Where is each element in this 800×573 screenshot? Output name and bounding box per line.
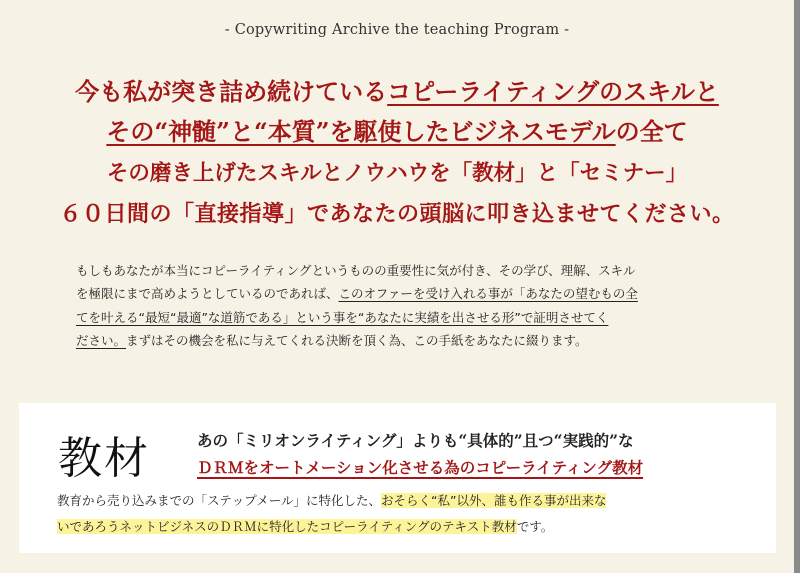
headline-line-2-underlined: その“神髄”と“本質”を駆使したビジネスモデル <box>106 117 616 146</box>
headline-line-1-underlined: コピーライティングのスキルと <box>387 77 719 106</box>
headline-line-1 <box>0 72 794 107</box>
kyozai-card <box>19 403 776 553</box>
kyozai-description-line-2 <box>57 514 757 540</box>
kyozai-subtitle: ＤＲＭをオートメーション化させる為のコピーライティング教材 <box>197 458 644 477</box>
kyozai-description-line-1-plain: 教育から売り込みまでの「ステップメール」に特化した、 <box>57 493 382 508</box>
intro-line-3: てを叶える“最短“最適”な道筋である」という事を“あなたに実績を出させる形”で証明させてく <box>76 309 609 325</box>
kyozai-tagline: あの「ミリオンライティング」よりも“具体的”且つ“実践的”な <box>197 431 634 450</box>
program-subtitle: - Copywriting Archive the teaching Program - <box>224 22 570 38</box>
intro-line-4 <box>76 329 716 352</box>
kyozai-description-line-1 <box>57 488 757 514</box>
kyozai-description <box>57 488 757 540</box>
intro-line-1: もしもあなたが本当にコピーライティングというものの重要性に気が付き、その学び、理解、スキル <box>76 263 636 278</box>
intro-paragraph <box>76 259 716 352</box>
kyozai-description-line-1-highlight: おそらく“私”以外、誰も作る事が出来な <box>381 493 607 508</box>
intro-line-2-plain: を極限にまで高めようとしているのであれば、 <box>76 286 339 302</box>
intro-line-4-plain: まずはその機会を私に与えてくれる決断を頂く為、この手紙をあなたに綴ります。 <box>126 332 588 348</box>
headline-line-2-plain: の全て <box>615 117 688 146</box>
kyozai-description-line-2-highlight: いであろうネットビジネスのＤＲＭに特化したコピーライティングのテキスト教材 <box>57 519 517 534</box>
kyozai-description-line-2-plain: です。 <box>516 519 554 534</box>
intro-line-2-underlined: このオファーを受け入れる事が「あなたの望むもの全 <box>338 286 638 302</box>
kyozai-title: 教材 <box>58 433 150 484</box>
headline-line-1-plain: 今も私が突き詰め続けている <box>75 77 388 106</box>
headline-line-2 <box>0 112 794 147</box>
headline-line-4: ６０日間の「直接指導」であなたの頭脳に叩き込ませてください。 <box>59 201 735 227</box>
headline-line-3: その磨き上げたスキルとノウハウを「教材」と「セミナー」 <box>106 161 688 186</box>
window-edge <box>794 0 800 573</box>
intro-line-4-underlined: ださい。 <box>76 332 127 348</box>
intro-line-2 <box>76 282 716 305</box>
